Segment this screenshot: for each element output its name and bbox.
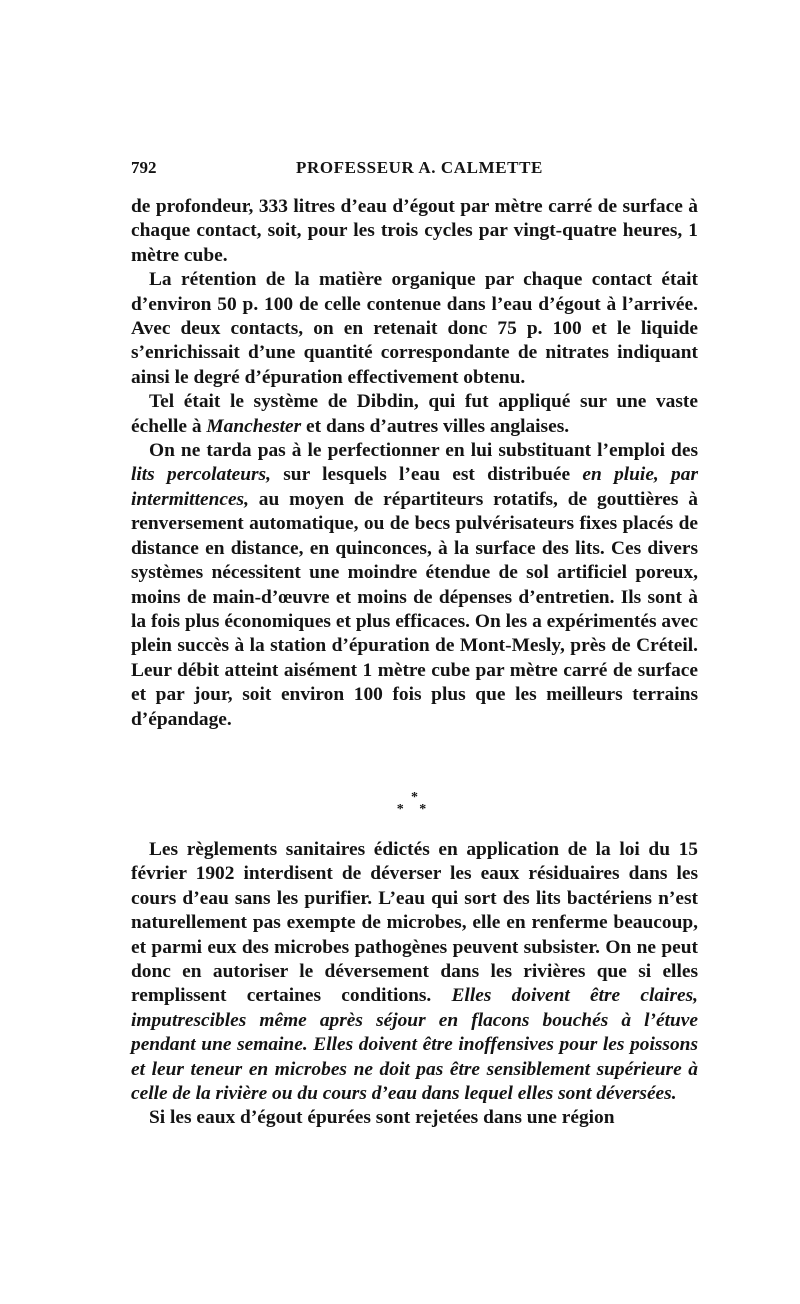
- asterism-bottom: * *: [396, 802, 433, 817]
- paragraph-3-text-b: et dans d’autres villes anglaises.: [301, 415, 570, 437]
- paragraph-4-text-c: au moyen de répartiteurs rotatifs, de gouttières à renversement automatique, ou de becs pulvérisateurs fixes placés de distance en distance, en quinconces, à la surface des lits. Ces divers systèmes nécessitent une moindre étendue de sol artificiel poreux, moins de main-d’œuvre et moins de dépenses d’entretien. Ils sont à la fois plus économiques et plus efficaces. On les a expérimentés avec plein succès à la station d’épuration de Mont-Mesly, près de Créteil. Leur débit atteint aisément 1 mètre cube par mètre carré de surface et par jour, soit environ 100 fois plus que les meilleurs terrains d’épandage.: [131, 488, 698, 730]
- running-head: PROFESSEUR A. CALMETTE: [296, 158, 543, 177]
- paragraph-3: [131, 390, 698, 439]
- paragraph-3-text-a: Tel était le système de Dibdin, qui fut appliqué sur une vaste échelle à: [131, 391, 698, 437]
- paragraph-2: La rétention de la matière organique par chaque contact était d’environ 50 p. 100 de celle contenue dans l’eau d’égout à l’arrivée. Avec deux contacts, on en retenait donc 75 p. 100 et le liquide s’enrichissait d’une quantité correspondante de nitrates indiquant ainsi le degré d’épuration effectivement obtenu.: [131, 269, 698, 388]
- text-block-bottom: [131, 838, 698, 1131]
- paragraph-6: Si les eaux d’égout épurées sont rejetées dans une région: [149, 1107, 615, 1129]
- page-number: 792: [131, 158, 157, 177]
- text-block-top: [131, 195, 698, 732]
- paragraph-5: [131, 838, 698, 1106]
- paragraph-1: de profondeur, 333 litres d’eau d’égout par mètre carré de surface à chaque contact, soit, pour les trois cycles par vingt-quatre heures, 1 mètre cube.: [131, 196, 698, 266]
- paragraph-4-text-b: sur lesquels l’eau est distribuée: [270, 464, 583, 486]
- section-separator-asterism: [131, 792, 698, 822]
- paragraph-4-text-a: On ne tarda pas à le perfectionner en lui substituant l’emploi des: [149, 440, 698, 462]
- page-header: [131, 158, 698, 186]
- paragraph-3-italic: Manchester: [206, 415, 302, 437]
- asterism-top: *: [411, 790, 418, 805]
- paragraph-4: [131, 439, 698, 732]
- paragraph-4-italic-b: en pluie, par intermittences,: [131, 464, 698, 510]
- paragraph-5-text: Les règlements sanitaires édictés en application de la loi du 15 février 1902 interdisent de déverser les eaux résiduaires dans les cours d’eau sans les purifier. L’eau qui sort des lits bactériens n’est naturellement pas exempte de microbes, elle en renferme beaucoup, et parmi eux des microbes pathogènes peuvent subsister. On ne peut donc en autoriser le déversement dans les rivières que si elles remplissent certaines conditions.: [131, 839, 698, 1007]
- paragraph-5-italic: Elles doivent être claires, imputrescibles même après séjour en flacons bouchés à l’étuve pendant une semaine. Elles doivent être inoffensives pour les poissons et leur teneur en microbes ne doit pas être sensiblement supérieure à celle de la rivière ou du cours d’eau dans lequel elles sont déversées.: [131, 985, 698, 1105]
- paragraph-4-italic-a: lits percolateurs,: [131, 464, 271, 486]
